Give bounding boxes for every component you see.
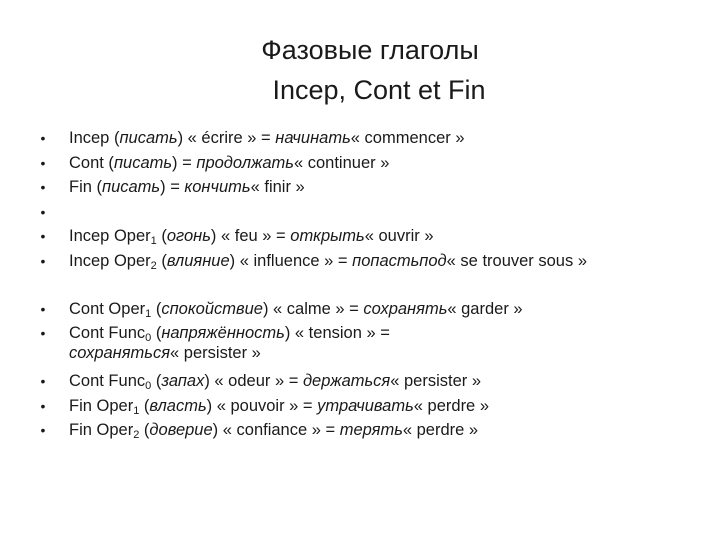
- bullet-icon: •: [40, 325, 46, 341]
- bullet-icon: •: [40, 179, 46, 195]
- list-item: • Cont Func$_0$ (запах) « odeur » = держаться« persister »: [36, 369, 696, 394]
- bullet-icon: •: [40, 300, 46, 317]
- list-item: • Cont (писать) = продолжать« continuer »: [36, 151, 696, 176]
- bullet-list: [36, 126, 696, 443]
- list-item: • Incep Oper$_1$ (огонь) « feu » = открыть« ouvrir »: [36, 224, 696, 249]
- list-item-empty: [36, 200, 696, 225]
- bullet-icon: •: [40, 373, 46, 389]
- bullet-icon: •: [40, 422, 46, 438]
- bullet-icon: •: [40, 228, 46, 244]
- bullet-icon: •: [40, 130, 46, 146]
- title-line-1: Фазовые глаголы: [261, 35, 479, 65]
- list-item: • Incep (писать) « écrire » = начинать« commencer »: [36, 126, 696, 151]
- list-item: • Cont Oper$_1$ (спокойствие) « calme » = сохранять« garder »: [36, 297, 696, 322]
- bullet-icon: •: [40, 252, 46, 269]
- list-item: • Fin Oper$_2$ (доверие) « confiance » = терять« perdre »: [36, 418, 696, 443]
- bullet-icon: •: [40, 154, 46, 171]
- list-item: • Fin Oper$_1$ (власть) « pouvoir » = утрачивать« perdre »: [36, 394, 696, 419]
- bullet-icon: •: [40, 203, 46, 220]
- title-line-2: Incep, Cont et Fin: [272, 75, 486, 105]
- bullet-icon: •: [40, 397, 46, 414]
- slide-title: [0, 30, 720, 110]
- list-item: • Incep Oper$_2$ (влияние) « influence » = попастьпод« se trouver sous »: [36, 249, 696, 297]
- list-item: • Fin (писать) = кончить« finir »: [36, 175, 696, 200]
- list-item: • Cont Func$_0$ (напряжённость) « tension » = сохраняться« persister »: [36, 321, 696, 369]
